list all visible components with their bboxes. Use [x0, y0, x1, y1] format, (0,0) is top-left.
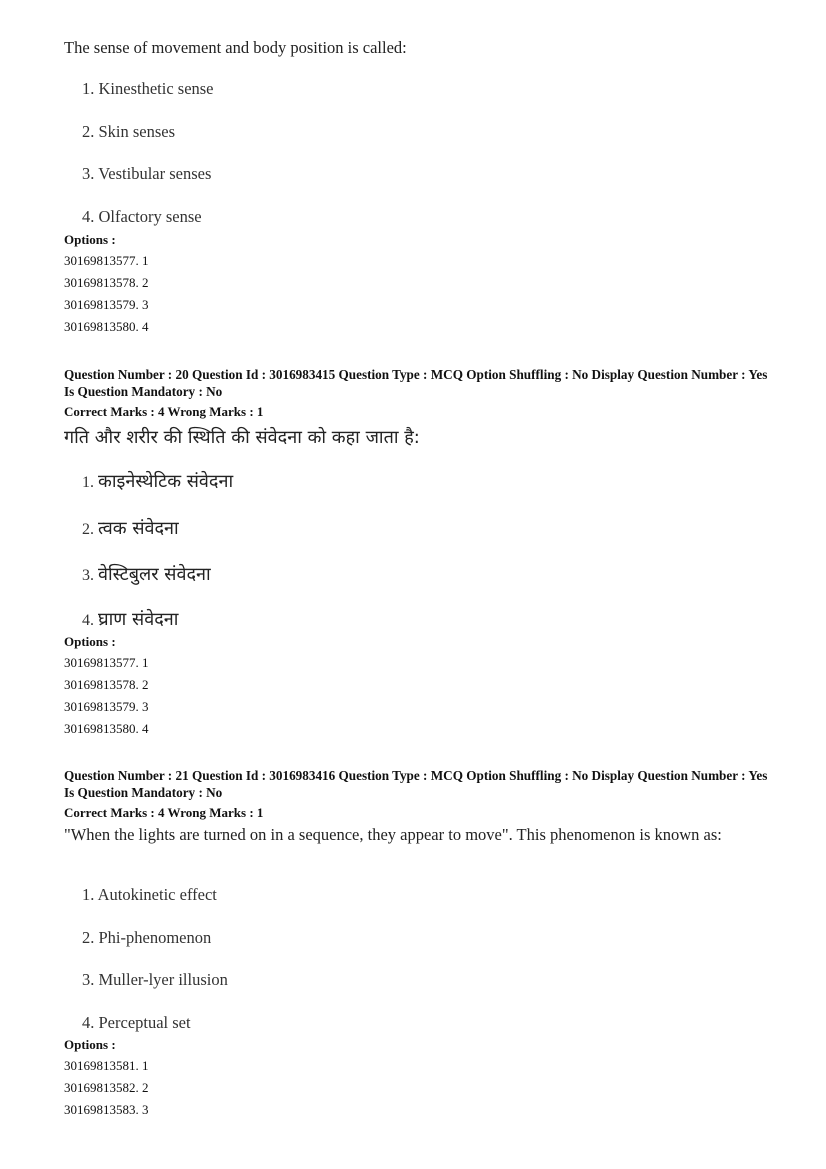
- option-1: 1. Autokinetic effect: [82, 885, 217, 904]
- option-text: त्वक संवेदना: [98, 518, 179, 539]
- option-text: काइनेस्थेटिक संवेदना: [98, 471, 234, 492]
- option-id: 30169813578. 2: [64, 275, 149, 290]
- option-id: 30169813580. 4: [64, 319, 149, 334]
- question-text: The sense of movement and body position is called:: [64, 38, 407, 57]
- option-id: 30169813579. 3: [64, 699, 149, 714]
- option-3: 3. Vestibular senses: [82, 164, 212, 183]
- option-number: 4.: [82, 612, 94, 629]
- option-number: 1.: [82, 474, 94, 491]
- option-1: [82, 469, 233, 493]
- option-2: 2. Skin senses: [82, 122, 176, 141]
- option-id: 30169813582. 2: [64, 1080, 149, 1095]
- option-number: 3.: [82, 567, 94, 584]
- question-text: "When the lights are turned on in a sequence, they appear to move". This phenomenon is known as:: [64, 825, 722, 844]
- marks-line: Correct Marks : 4 Wrong Marks : 1: [64, 404, 264, 419]
- options-label: Options :: [64, 1037, 116, 1052]
- option-id: 30169813580. 4: [64, 721, 149, 736]
- option-4: [82, 607, 178, 631]
- options-label: Options :: [64, 634, 116, 649]
- option-3: 3. Muller-lyer illusion: [82, 970, 228, 989]
- option-3: [82, 562, 211, 586]
- question-text-hindi: गति और शरीर की स्थिति की संवेदना को कहा जाता है:: [64, 427, 420, 448]
- option-2: 2. Phi-phenomenon: [82, 928, 212, 947]
- question-meta: Question Number : 20 Question Id : 3016983415 Question Type : MCQ Option Shuffling : No Display Question Number : Yes Is Question Mandatory : No: [64, 367, 768, 399]
- option-id: 30169813578. 2: [64, 677, 149, 692]
- marks-line: Correct Marks : 4 Wrong Marks : 1: [64, 805, 264, 820]
- option-text: वेस्टिबुलर संवेदना: [98, 564, 211, 585]
- option-4: 4. Perceptual set: [82, 1013, 191, 1032]
- option-id: 30169813577. 1: [64, 253, 149, 268]
- option-2: [82, 516, 179, 540]
- option-id: 30169813583. 3: [64, 1102, 149, 1117]
- option-id: 30169813577. 1: [64, 655, 149, 670]
- option-number: 2.: [82, 521, 94, 538]
- option-4: 4. Olfactory sense: [82, 207, 202, 226]
- option-id: 30169813579. 3: [64, 297, 149, 312]
- option-text: घ्राण संवेदना: [98, 609, 179, 630]
- option-id: 30169813581. 1: [64, 1058, 149, 1073]
- options-label: Options :: [64, 232, 116, 247]
- question-meta: Question Number : 21 Question Id : 3016983416 Question Type : MCQ Option Shuffling : No Display Question Number : Yes Is Question Mandatory : No: [64, 768, 768, 800]
- option-1: 1. Kinesthetic sense: [82, 79, 214, 98]
